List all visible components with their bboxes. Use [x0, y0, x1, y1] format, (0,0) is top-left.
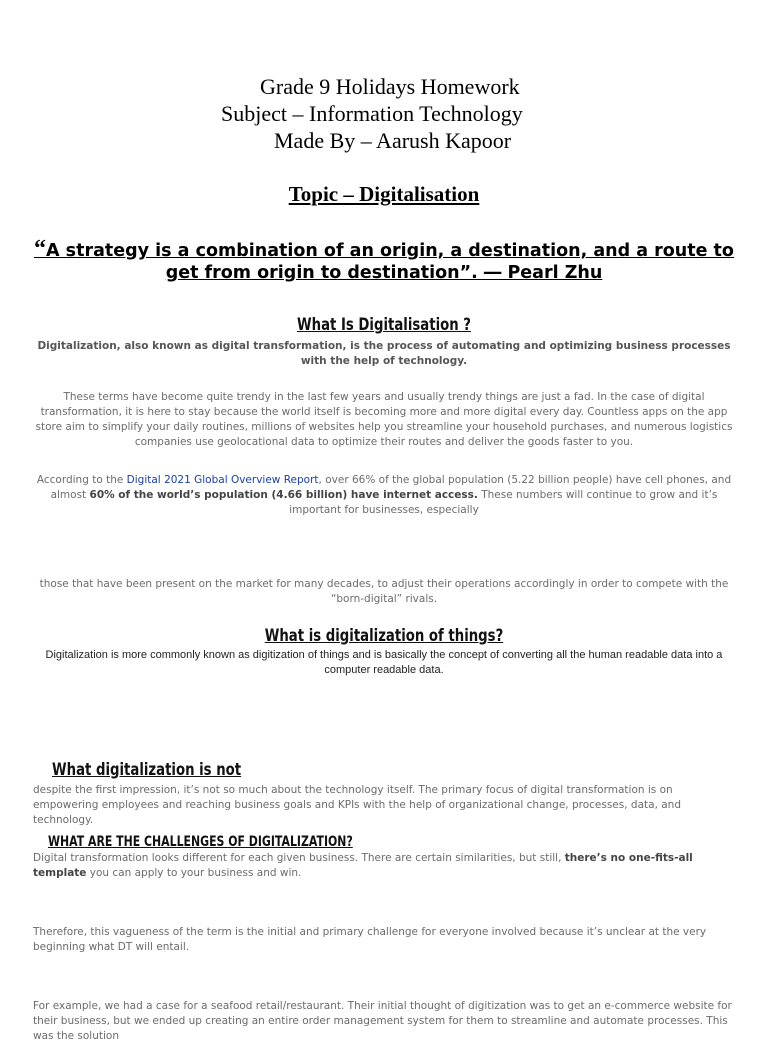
subject-line: Subject – Information Technology — [221, 101, 523, 126]
quote-text: A strategy is a combination of an origin, a destination, and a route to get from origin to destination”. ― Pearl Zhu — [46, 241, 734, 283]
paragraph-trendy: These terms have become quite trendy in the last few years and usually trendy things are just a fad. In the case of digital transformation, it is here to stay because the world itself is becoming more and more digital every day. Countless apps on the app store aim to simplify your daily routines, millions of websites help you streamline your household purchases, and numerous logistics companies use geolocational data to optimize their routes and deliver the goods faster to you. — [35, 391, 733, 448]
paragraph-is-not: despite the first impression, it’s not so much about the technology itself. The primary focus of digital transformation is on empowering employees and reaching business goals and KPIs with the help of organizational change, processes, data, and technology. — [33, 784, 681, 826]
paragraph-seafood-case: For example, we had a case for a seafood retail/restaurant. Their initial thought of digitization was to get an e-commerce website for their business, but we ended up creating an entire order management system for them to streamline and automate processes. This was the solution — [33, 1000, 732, 1042]
section-title-challenges: WHAT ARE THE CHALLENGES OF DIGITALIZATION? — [48, 834, 353, 850]
homework-title: Grade 9 Holidays Homework — [260, 74, 520, 99]
paragraph-vagueness: Therefore, this vagueness of the term is the initial and primary challenge for everyone involved because it’s unclear at the very beginning what DT will entail. — [33, 926, 707, 953]
paragraph-born-digital: those that have been present on the market for many decades, to adjust their operations accordingly in order to compete with the “born-digital” rivals. — [39, 578, 729, 605]
challenges-bold: there’s no one-fits-all template — [33, 852, 693, 879]
topic-heading — [0, 180, 768, 208]
paragraph-challenges-template — [33, 851, 733, 881]
challenges-text-pre: Digital transformation looks different for each given business. There are certain similarities, but still, — [33, 852, 565, 864]
report-text-mid: , over 66% of the global population (5.22 billion people) have cell phones, and almost — [50, 474, 732, 501]
quote — [20, 238, 748, 284]
report-text-pre: According to the — [36, 474, 127, 486]
report-bold: 60% of the world’s population (4.66 billion) have internet access. — [89, 489, 478, 501]
section-title-what-is: What Is Digitalisation ? — [297, 315, 471, 335]
quote-mark: “ — [34, 236, 47, 262]
report-text-post: These numbers will continue to grow and it’s important for businesses, especially — [289, 489, 718, 516]
topic-text: Topic – Digitalisation — [288, 182, 480, 206]
definition-text: Digitalization, also known as digital transformation, is the process of automating and optimizing business processes with the help of technology. — [37, 340, 731, 367]
paragraph-report — [30, 473, 738, 518]
section-title-things: What is digitalization of things? — [264, 626, 504, 646]
challenges-text-post: you can apply to your business and win. — [86, 867, 302, 879]
author-line: Made By – Aarush Kapoor — [274, 128, 512, 153]
section-title-is-not: What digitalization is not — [52, 760, 242, 780]
paragraph-things: Digitalization is more commonly known as digitization of things and is basically the concept of converting all the human readable data into a computer readable data. — [45, 649, 723, 676]
report-link[interactable]: Digital 2021 Global Overview Report — [126, 474, 319, 486]
